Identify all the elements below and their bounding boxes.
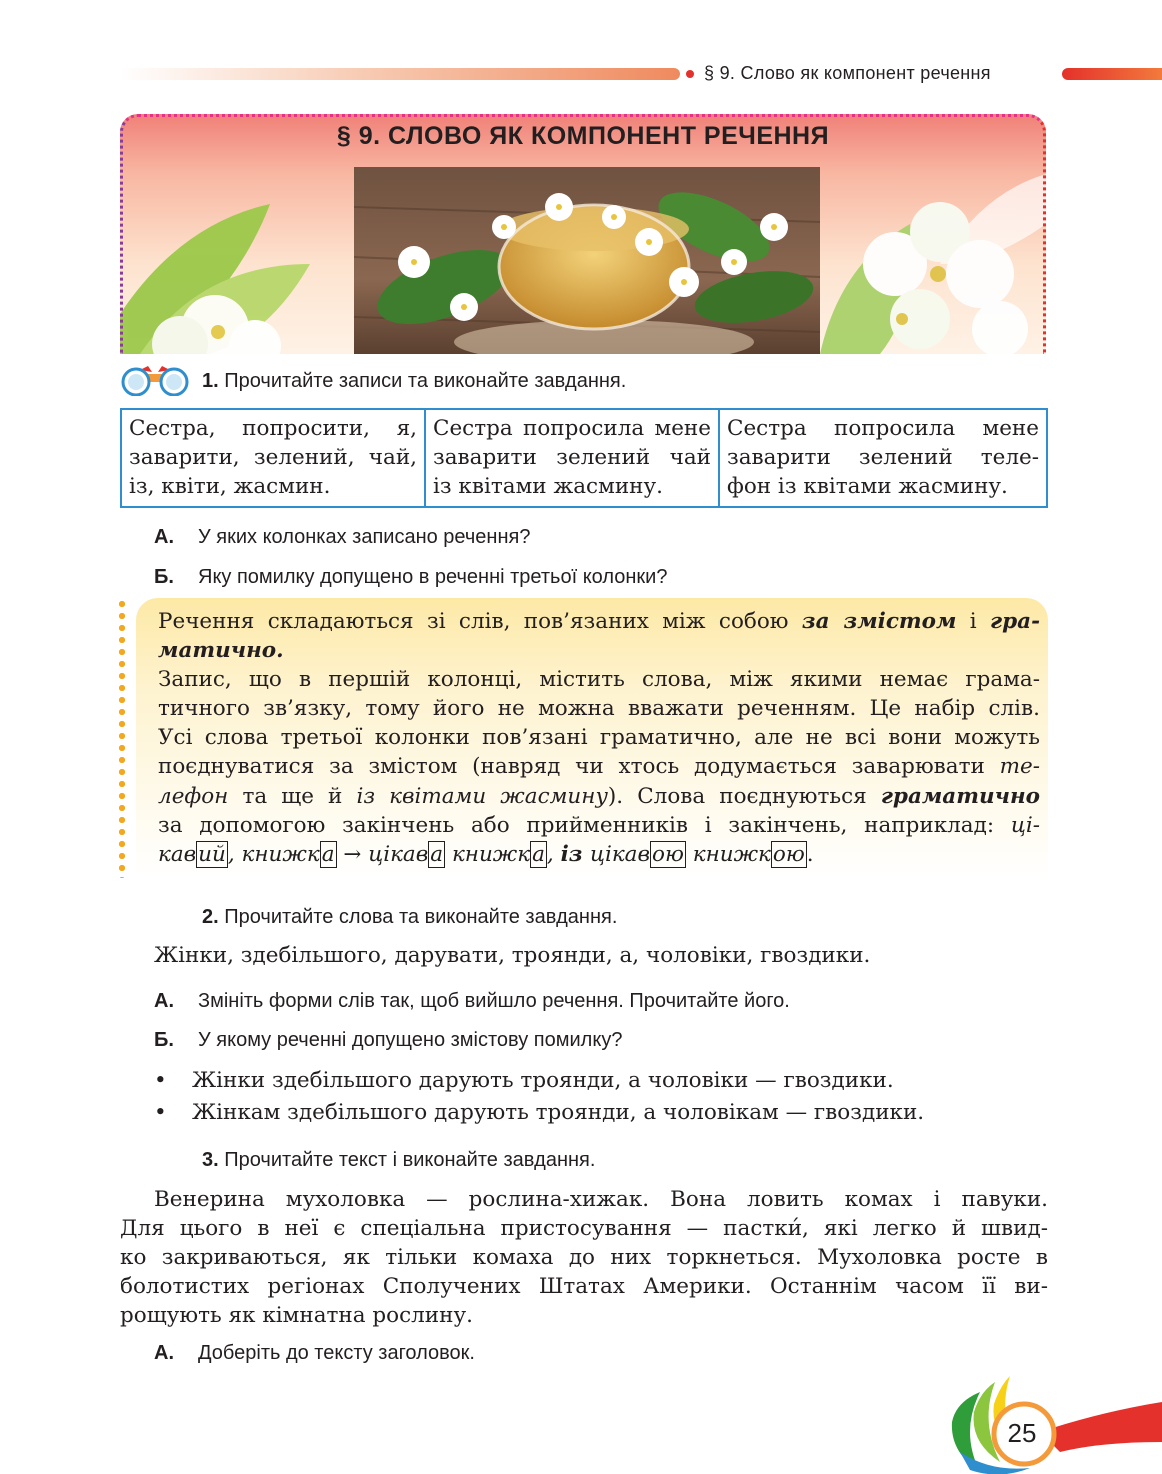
exercise-3-instruction: 3. Прочитайте текст і виконайте завдання. — [202, 1149, 596, 1171]
columns-table — [120, 408, 1048, 508]
title-banner — [120, 114, 1046, 354]
banner-title: § 9. СЛОВО ЯК КОМПОНЕНТ РЕЧЕННЯ — [336, 122, 830, 150]
column-1: Сестра, попросити, я, заварити, зелений, чай, із, квіти, жасмин. — [121, 409, 425, 507]
header-decor-bar-left — [120, 68, 680, 80]
tea-photo — [354, 167, 820, 354]
column-2: Сестра попросила мене заварити зелений чай із квітами жасмину. — [425, 409, 719, 507]
header-bullet-dot — [686, 70, 694, 78]
exercise-3-text: Венерина мухоловка — рослина-хижак. Вона ловить комах і павуки. Для цього в неї є спеціальна пристосування — пастки́, які легко й швид- ко закриваються, як тільки комаха до них торкнеться. Мухоловка росте в болотистих регіонах Сполучених Штатах Америки. Останнім часом її ви- рощують як кімнатна рослину. — [120, 1187, 1048, 1329]
rule-dotted-line — [118, 598, 126, 878]
page-number: 25 — [1007, 1418, 1037, 1448]
question-1b: Б. Яку помилку допущено в реченні третьої колонки? — [154, 566, 668, 588]
ending-box: ою — [772, 841, 805, 867]
column-3: Сестра попросила мене заварити зелений теле- фон із квітами жасмину. — [719, 409, 1047, 507]
header-decor-bar-right — [1062, 68, 1162, 80]
exercise-2-instruction: 2. Прочитайте слова та виконайте завдання. — [202, 906, 618, 928]
binoculars-icon — [118, 364, 192, 396]
question-3a: А. Доберіть до тексту заголовок. — [154, 1342, 475, 1364]
running-title: § 9. Слово як компонент речення — [704, 63, 991, 83]
rule-text: Речення складаються зі слів, пов’язаних між собою за змістом і гра- матично. Запис, що в першій колонці, містить слова, між якими немає грама- тичного зв’язку, тому його не можна вважати реченням. Це набір слів. Усі слова третьої колонки пов’язані граматично, але не всі вони можуть поєднуватися за змістом (навряд чи хтось додумається заварювати те- лефон та ще й із квітами жасмину). Слова поєднуються граматично за допомогою закінчень або прийменників і закінчень, наприклад: ці- кавий, книжка → цікава книжка, із цікавою книжкою. — [158, 609, 1041, 867]
exercise-1-instruction: 1. Прочитайте записи та виконайте завдання. — [202, 370, 627, 392]
question-2b: Б. У якому реченні допущено змістову помилку? — [154, 1029, 623, 1051]
bullet-item: • Жінки здебільшого дарують троянди, а чоловіки — гвоздики. — [154, 1068, 894, 1093]
exercise-2-words: Жінки, здебільшого, дарувати, троянди, а, чоловіки, гвоздики. — [154, 943, 871, 968]
jasmine-tea-image — [354, 167, 820, 354]
ending-box: ий — [198, 841, 226, 867]
ending-box: а — [430, 841, 444, 867]
bullet-item: • Жінкам здебільшого дарують троянди, а чоловікам — гвоздики. — [154, 1100, 925, 1125]
ending-box: ою — [652, 841, 684, 867]
question-1a: А. У яких колонках записано речення? — [154, 526, 531, 548]
question-2a: А. Змініть форми слів так, щоб вийшло речення. Прочитайте його. — [154, 990, 790, 1012]
ending-box: а — [321, 841, 335, 867]
leaf-swirl-logo — [940, 1372, 1162, 1474]
ending-box: а — [532, 841, 545, 867]
